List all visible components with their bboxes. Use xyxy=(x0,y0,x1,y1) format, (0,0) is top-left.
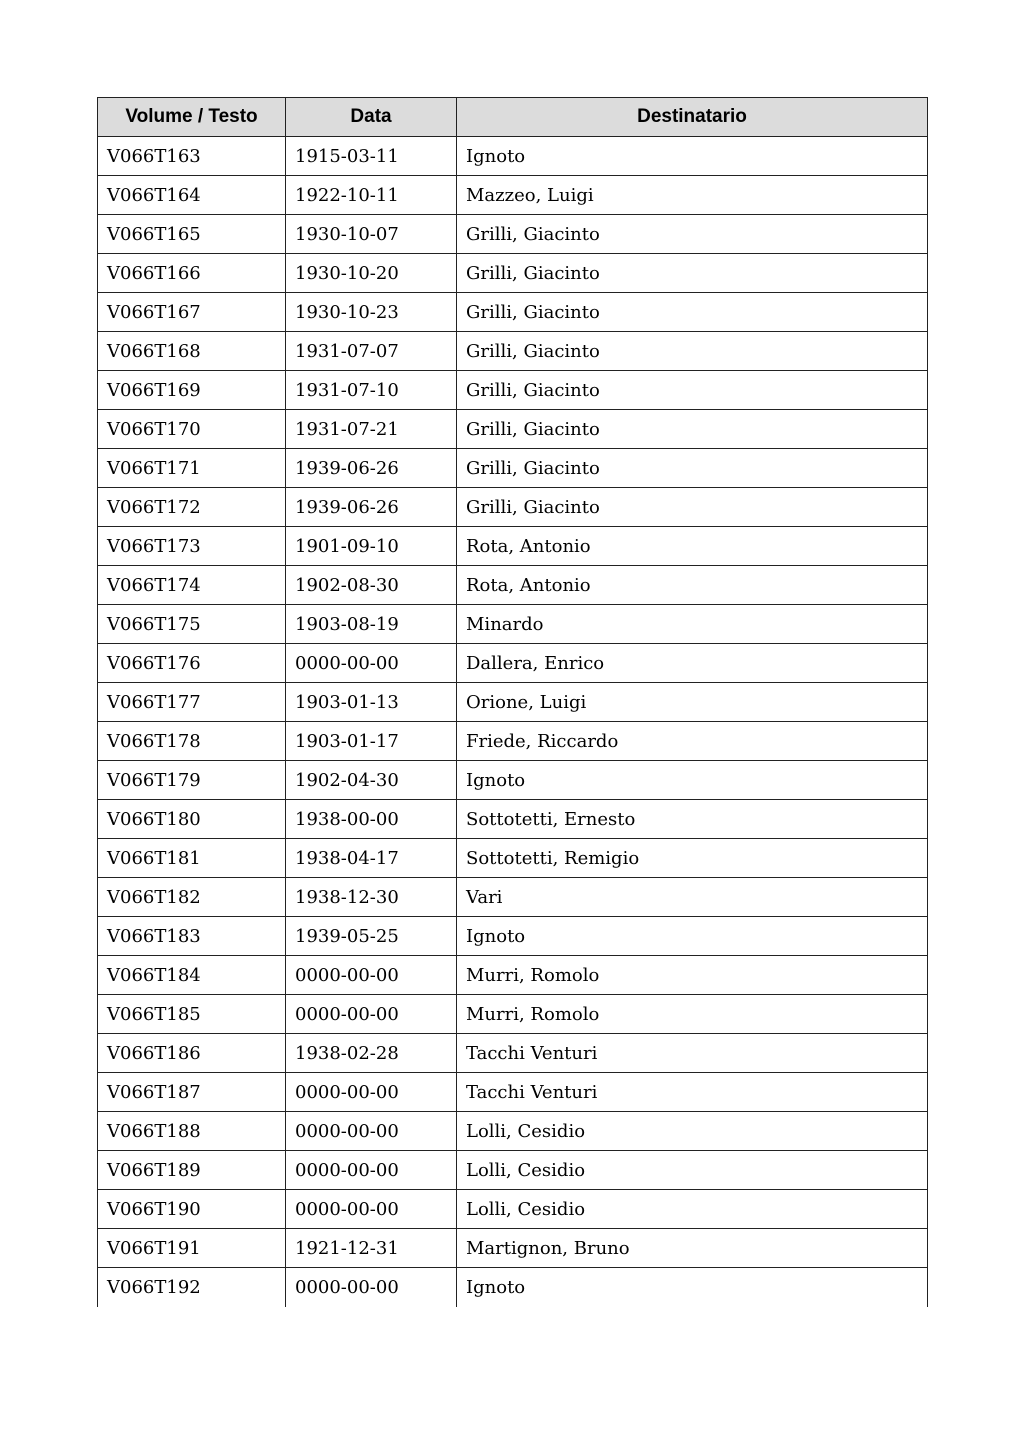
volume-testo-cell: V066T182 xyxy=(98,878,286,917)
volume-testo-cell: V066T187 xyxy=(98,1073,286,1112)
data-cell: 1938-04-17 xyxy=(286,839,457,878)
data-cell: 0000-00-00 xyxy=(286,1073,457,1112)
data-cell: 1931-07-07 xyxy=(286,332,457,371)
volume-testo-cell: V066T189 xyxy=(98,1151,286,1190)
data-cell: 0000-00-00 xyxy=(286,956,457,995)
destinatario-cell: Grilli, Giacinto xyxy=(457,293,928,332)
column-header-volume-testo: Volume / Testo xyxy=(98,98,286,137)
volume-testo-cell: V066T164 xyxy=(98,176,286,215)
data-cell: 1931-07-10 xyxy=(286,371,457,410)
volume-testo-cell: V066T166 xyxy=(98,254,286,293)
table-header-row xyxy=(98,98,928,137)
table-row xyxy=(98,683,928,722)
table-row xyxy=(98,1112,928,1151)
data-cell: 0000-00-00 xyxy=(286,644,457,683)
destinatario-cell: Ignoto xyxy=(457,917,928,956)
destinatario-cell: Murri, Romolo xyxy=(457,956,928,995)
destinatario-cell: Ignoto xyxy=(457,761,928,800)
volume-testo-cell: V066T169 xyxy=(98,371,286,410)
table-row xyxy=(98,761,928,800)
table-row xyxy=(98,644,928,683)
destinatario-cell: Ignoto xyxy=(457,1268,928,1307)
table-row xyxy=(98,215,928,254)
table-row xyxy=(98,449,928,488)
table-row xyxy=(98,371,928,410)
table-row xyxy=(98,1151,928,1190)
volume-testo-cell: V066T170 xyxy=(98,410,286,449)
table-row xyxy=(98,488,928,527)
table-row xyxy=(98,332,928,371)
destinatario-cell: Martignon, Bruno xyxy=(457,1229,928,1268)
data-cell: 1939-06-26 xyxy=(286,488,457,527)
table-row xyxy=(98,410,928,449)
volume-testo-cell: V066T174 xyxy=(98,566,286,605)
volume-testo-cell: V066T175 xyxy=(98,605,286,644)
volume-testo-cell: V066T165 xyxy=(98,215,286,254)
table-row xyxy=(98,995,928,1034)
destinatario-cell: Tacchi Venturi xyxy=(457,1073,928,1112)
destinatario-cell: Lolli, Cesidio xyxy=(457,1151,928,1190)
destinatario-cell: Friede, Riccardo xyxy=(457,722,928,761)
data-cell: 1915-03-11 xyxy=(286,137,457,176)
destinatario-cell: Lolli, Cesidio xyxy=(457,1112,928,1151)
table-row xyxy=(98,527,928,566)
data-cell: 1930-10-23 xyxy=(286,293,457,332)
destinatario-cell: Orione, Luigi xyxy=(457,683,928,722)
destinatario-cell: Grilli, Giacinto xyxy=(457,371,928,410)
volume-testo-cell: V066T168 xyxy=(98,332,286,371)
volume-testo-cell: V066T171 xyxy=(98,449,286,488)
table-row xyxy=(98,722,928,761)
destinatario-cell: Rota, Antonio xyxy=(457,527,928,566)
destinatario-cell: Grilli, Giacinto xyxy=(457,215,928,254)
table-row xyxy=(98,1268,928,1307)
data-cell: 1930-10-20 xyxy=(286,254,457,293)
volume-testo-cell: V066T183 xyxy=(98,917,286,956)
data-cell: 0000-00-00 xyxy=(286,995,457,1034)
destinatario-cell: Minardo xyxy=(457,605,928,644)
table-row xyxy=(98,1034,928,1073)
table-row xyxy=(98,956,928,995)
data-cell: 1939-05-25 xyxy=(286,917,457,956)
table-row xyxy=(98,1229,928,1268)
table-row xyxy=(98,1190,928,1229)
destinatario-cell: Murri, Romolo xyxy=(457,995,928,1034)
data-cell: 1901-09-10 xyxy=(286,527,457,566)
volume-testo-cell: V066T190 xyxy=(98,1190,286,1229)
table-row xyxy=(98,605,928,644)
letters-table xyxy=(97,97,928,1307)
data-cell: 1903-01-13 xyxy=(286,683,457,722)
destinatario-cell: Rota, Antonio xyxy=(457,566,928,605)
data-cell: 0000-00-00 xyxy=(286,1112,457,1151)
destinatario-cell: Grilli, Giacinto xyxy=(457,332,928,371)
column-header-destinatario: Destinatario xyxy=(457,98,928,137)
data-cell: 1903-08-19 xyxy=(286,605,457,644)
data-cell: 1921-12-31 xyxy=(286,1229,457,1268)
volume-testo-cell: V066T167 xyxy=(98,293,286,332)
destinatario-cell: Grilli, Giacinto xyxy=(457,410,928,449)
data-cell: 1939-06-26 xyxy=(286,449,457,488)
volume-testo-cell: V066T163 xyxy=(98,137,286,176)
data-cell: 0000-00-00 xyxy=(286,1268,457,1307)
volume-testo-cell: V066T186 xyxy=(98,1034,286,1073)
data-cell: 1903-01-17 xyxy=(286,722,457,761)
volume-testo-cell: V066T191 xyxy=(98,1229,286,1268)
table-row xyxy=(98,137,928,176)
destinatario-cell: Lolli, Cesidio xyxy=(457,1190,928,1229)
volume-testo-cell: V066T185 xyxy=(98,995,286,1034)
volume-testo-cell: V066T178 xyxy=(98,722,286,761)
data-cell: 1938-12-30 xyxy=(286,878,457,917)
table-row xyxy=(98,566,928,605)
data-cell: 1930-10-07 xyxy=(286,215,457,254)
data-cell: 1922-10-11 xyxy=(286,176,457,215)
data-cell: 1902-08-30 xyxy=(286,566,457,605)
destinatario-cell: Grilli, Giacinto xyxy=(457,254,928,293)
destinatario-cell: Vari xyxy=(457,878,928,917)
destinatario-cell: Grilli, Giacinto xyxy=(457,449,928,488)
destinatario-cell: Tacchi Venturi xyxy=(457,1034,928,1073)
column-header-data: Data xyxy=(286,98,457,137)
volume-testo-cell: V066T192 xyxy=(98,1268,286,1307)
table-row xyxy=(98,176,928,215)
volume-testo-cell: V066T180 xyxy=(98,800,286,839)
table-row xyxy=(98,878,928,917)
data-cell: 0000-00-00 xyxy=(286,1190,457,1229)
volume-testo-cell: V066T176 xyxy=(98,644,286,683)
table-row xyxy=(98,839,928,878)
table-row xyxy=(98,254,928,293)
data-cell: 1938-00-00 xyxy=(286,800,457,839)
data-cell: 1902-04-30 xyxy=(286,761,457,800)
table-row xyxy=(98,917,928,956)
table-row xyxy=(98,1073,928,1112)
destinatario-cell: Sottotetti, Remigio xyxy=(457,839,928,878)
volume-testo-cell: V066T173 xyxy=(98,527,286,566)
destinatario-cell: Dallera, Enrico xyxy=(457,644,928,683)
destinatario-cell: Mazzeo, Luigi xyxy=(457,176,928,215)
destinatario-cell: Ignoto xyxy=(457,137,928,176)
data-cell: 0000-00-00 xyxy=(286,1151,457,1190)
table-row xyxy=(98,800,928,839)
data-cell: 1938-02-28 xyxy=(286,1034,457,1073)
destinatario-cell: Sottotetti, Ernesto xyxy=(457,800,928,839)
volume-testo-cell: V066T181 xyxy=(98,839,286,878)
volume-testo-cell: V066T184 xyxy=(98,956,286,995)
volume-testo-cell: V066T177 xyxy=(98,683,286,722)
table-body xyxy=(98,137,928,1307)
table-row xyxy=(98,293,928,332)
data-cell: 1931-07-21 xyxy=(286,410,457,449)
volume-testo-cell: V066T172 xyxy=(98,488,286,527)
destinatario-cell: Grilli, Giacinto xyxy=(457,488,928,527)
volume-testo-cell: V066T179 xyxy=(98,761,286,800)
volume-testo-cell: V066T188 xyxy=(98,1112,286,1151)
